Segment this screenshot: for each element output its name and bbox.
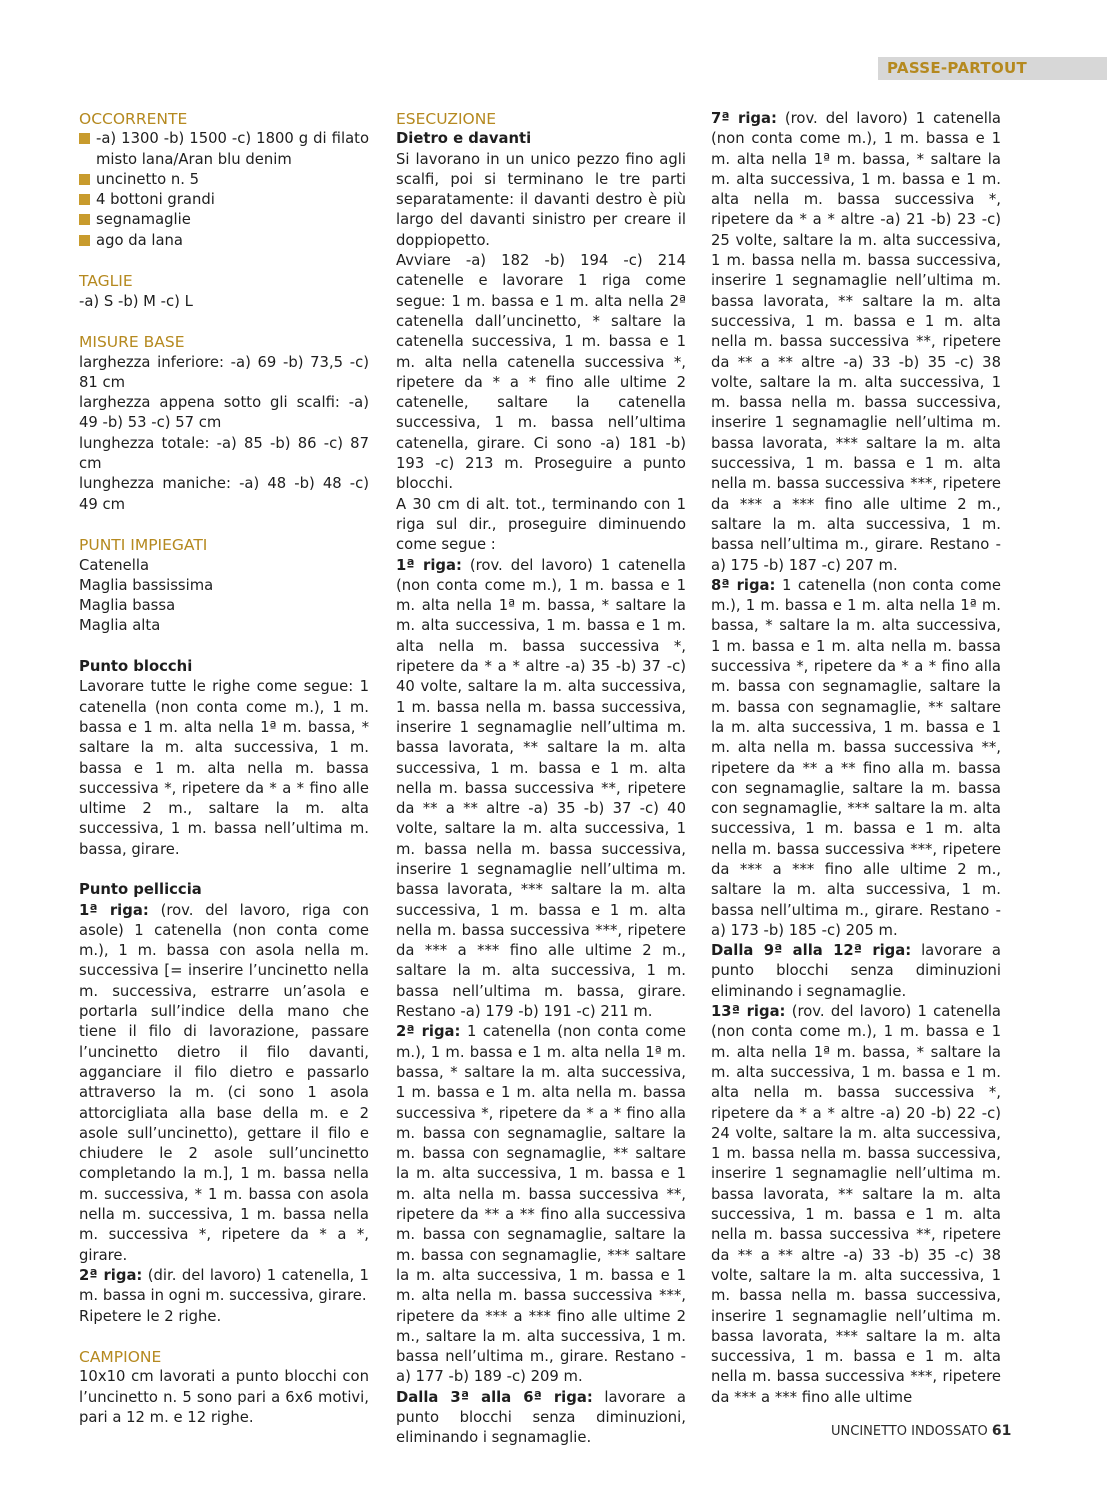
esecuzione-row-3-6: Dalla 3ª alla 6ª riga: lavorare a punto blocchi senza diminuzioni, eliminando i segnamaglie. <box>396 1388 686 1447</box>
pelliccia-row-1: 1ª riga: (rov. del lavoro, riga con asole) 1 catenella (non conta come m.), 1 m. bassa con asola nella m. successiva [= inserire l’uncinetto nella m. successiva, estrarre un’asola e portarla sull’indice della mano che tiene il filo di lavorazione, passare l’uncinetto dietro il filo davanti, agganciare il filo dietro e passarlo attraverso la m. (ci sono 1 asola attorcigliata alla base della m. e 2 asole sull’uncinetto), gettare il filo e chiudere le 2 asole sull’uncinetto completando la m.], 1 m. bassa nella m. successiva, * 1 m. bassa con asola nella m. successiva, 1 m. bassa nella m. successiva *, ripetere da * a *, girare. <box>79 901 370 1264</box>
punti-item: Maglia bassissima <box>79 576 214 594</box>
magazine-title: UNCINETTO INDOSSATO <box>831 1424 988 1439</box>
occorrente-item: 4 bottoni grandi <box>79 190 369 210</box>
campione-heading: CAMPIONE <box>79 1348 162 1367</box>
misure-item: lunghezza maniche: -a) 48 -b) 48 -c) 49 cm <box>79 475 369 513</box>
punti-item: Catenella <box>79 556 150 574</box>
square-bullet-icon <box>79 174 90 185</box>
square-bullet-icon <box>79 133 90 144</box>
esecuzione-paragraph: Avviare -a) 182 -b) 194 -c) 214 catenelle e lavorare 1 riga come segue: 1 m. bassa e 1 m. alta nella 2ª catenella dall’uncinetto, * saltare la catenella successiva, 1 m. bassa e 1 m. alta nella catenella successiva *, ripetere da * a * fino alle ultime 2 catenelle, saltare la catenella successiva, 1 m. bassa nell’ultima catenella, girare. Ci sono -a) 181 -b) 193 -c) 213 m. Proseguire a punto blocchi. <box>396 252 686 493</box>
punto-blocchi-heading: Punto blocchi <box>79 658 193 676</box>
square-bullet-icon <box>79 235 90 246</box>
esecuzione-subtitle: Dietro e davanti <box>396 130 532 148</box>
column-middle <box>396 109 686 1449</box>
occorrente-item: ago da lana <box>79 231 369 251</box>
page-number: 61 <box>991 1423 1012 1439</box>
punti-heading: PUNTI IMPIEGATI <box>79 536 208 555</box>
section-label: PASSE-PARTOUT <box>887 59 1028 77</box>
taglie-text: -a) S -b) M -c) L <box>79 292 193 310</box>
pelliccia-repeat: Ripetere le 2 righe. <box>79 1307 222 1325</box>
misure-heading: MISURE BASE <box>79 333 185 352</box>
esecuzione-paragraph: Si lavorano in un unico pezzo fino agli scalfi, poi si terminano le tre parti separatamente: il davanti destro è più largo del davanti sinistro per creare il doppiopetto. <box>396 150 686 249</box>
misure-item: larghezza appena sotto gli scalfi: -a) 49 -b) 53 -c) 57 cm <box>79 394 369 432</box>
esecuzione-row-2: 2ª riga: 1 catenella (non conta come m.), 1 m. bassa e 1 m. alta nella 1ª m. bassa, * saltare la m. alta successiva, 1 m. bassa e 1 m. alta nella m. bassa successiva *, ripetere da * a * fino alla m. bassa con segnamaglie, saltare la m. bassa con segnamaglie, ** saltare la m. alta successiva, 1 m. bassa e 1 m. alta nella m. bassa successiva **, ripetere da ** a ** fino alla successiva m. bassa con segnamaglie, saltare la m. bassa con segnamaglie, *** saltare la m. alta successiva, 1 m. bassa e 1 m. alta nella m. bassa successiva ***, ripetere da *** a *** fino alle ultime 2 m., saltare la m. alta successiva, 1 m. bassa nell’ultima m., girare. Restano -a) 177 -b) 189 -c) 209 m. <box>396 1023 686 1386</box>
punto-blocchi-text: Lavorare tutte le righe come segue: 1 catenella (non conta come m.), 1 m. bassa e 1 m. alta nella 1ª m. bassa, * saltare la m. alta successiva, 1 m. bassa e 1 m. alta nella m. bassa successiva *, ripetere da * a * fino alle ultime 2 m., saltare la m. alta successiva, 1 m. bassa nell’ultima m. bassa, girare. <box>79 678 369 858</box>
square-bullet-icon <box>79 194 90 205</box>
esecuzione-row-7: 7ª riga: (rov. del lavoro) 1 catenella (non conta come m.), 1 m. bassa e 1 m. alta nella 1ª m. bassa, * saltare la m. alta successiva, 1 m. bassa e 1 m. alta nella m. bassa successiva *, ripetere da * a * altre -a) 21 -b) 23 -c) 25 volte, saltare la m. alta successiva, 1 m. bassa nella m. bassa successiva, inserire 1 segnamaglie nell’ultima m. bassa lavorata, ** saltare la m. alta successiva, 1 m. bassa e 1 m. alta nella m. bassa successiva **, ripetere da ** a ** altre -a) 33 -b) 35 -c) 38 volte, saltare la m. alta successiva, 1 m. bassa nella m. bassa successiva, inserire 1 segnamaglie nell’ultima m. bassa lavorata, *** saltare la m. alta successiva, 1 m. bassa e 1 m. alta nella m. bassa successiva ***, ripetere da *** a *** fino alle ultime 2 m., saltare la m. alta successiva, 1 m. bassa nell’ultima m., girare. Restano -a) 175 -b) 187 -c) 207 m. <box>711 110 1001 574</box>
taglie-heading: TAGLIE <box>79 272 133 291</box>
misure-item: lunghezza totale: -a) 85 -b) 86 -c) 87 cm <box>79 434 369 473</box>
esecuzione-row-9-12: Dalla 9ª alla 12ª riga: lavorare a punto blocchi senza diminuzioni eliminando i segnamaglie. <box>711 942 1001 1000</box>
esecuzione-row-8: 8ª riga: 1 catenella (non conta come m.), 1 m. bassa e 1 m. alta nella 1ª m. bassa, * saltare la m. alta successiva, 1 m. bassa e 1 m. alta nella m. bassa successiva *, ripetere da * a * fino alla m. bassa con segnamaglie, saltare la m. bassa con segnamaglie, ** saltare la m. alta successiva, 1 m. bassa e 1 m. alta nella m. bassa successiva **, ripetere da ** a ** fino alla m. bassa con segnamaglie, saltare la m. bassa con segnamaglie, *** saltare la m. alta successiva, 1 m. bassa e 1 m. alta nella m. bassa successiva ***, ripetere da *** a *** fino alle ultime 2 m., saltare la m. alta successiva, 1 m. bassa nell’ultima m., girare. Restano -a) 173 -b) 185 -c) 205 m. <box>711 576 1001 939</box>
occorrente-item: uncinetto n. 5 <box>79 170 369 190</box>
punto-pelliccia-heading: Punto pelliccia <box>79 881 202 899</box>
square-bullet-icon <box>79 214 90 225</box>
esecuzione-heading: ESECUZIONE <box>396 110 497 128</box>
esecuzione-paragraph: A 30 cm di alt. tot., terminando con 1 riga sul dir., proseguire diminuendo come segue : <box>396 495 686 554</box>
pelliccia-row-2: 2ª riga: (dir. del lavoro) 1 catenella, 1 m. bassa in ogni m. successiva, girare. <box>79 1266 369 1305</box>
punti-item: Maglia alta <box>79 617 161 635</box>
occorrente-item: segnamaglie <box>79 210 369 230</box>
column-left <box>79 109 369 1428</box>
occorrente-item: -a) 1300 -b) 1500 -c) 1800 g di filato misto lana/Aran blu denim <box>79 129 369 170</box>
punti-item: Maglia bassa <box>79 597 176 615</box>
misure-item: larghezza inferiore: -a) 69 -b) 73,5 -c) 81 cm <box>79 353 369 391</box>
esecuzione-row-1: 1ª riga: (rov. del lavoro) 1 catenella (non conta come m.), 1 m. bassa e 1 m. alta nella 1ª m. bassa, * saltare la m. alta successiva, 1 m. bassa e 1 m. alta nella m. bassa successiva *, ripetere da * a * altre -a) 35 -b) 37 -c) 40 volte, saltare la m. alta successiva, 1 m. bassa nella m. bassa successiva, inserire 1 segnamaglie nell’ultima m. bassa lavorata, ** saltare la m. alta successiva, 1 m. bassa e 1 m. alta nella m. bassa successiva **, ripetere da ** a ** altre -a) 35 -b) 37 -c) 40 volte, saltare la m. alta successiva, 1 m. bassa nella m. bassa successiva, inserire 1 segnamaglie nell’ultima m. bassa lavorata, *** saltare la m. alta successiva, 1 m. bassa e 1 m. alta nella m. bassa successiva ***, ripetere da *** a *** fino alle ultime 2 m., saltare la m. alta successiva, 1 m. bassa nell’ultima m. bassa, girare. Restano -a) 179 -b) 191 -c) 211 m. <box>396 556 686 1021</box>
campione-text: 10x10 cm lavorati a punto blocchi con l’uncinetto n. 5 sono pari a 6x6 motivi, pari a 12 m. e 12 righe. <box>79 1368 369 1426</box>
esecuzione-row-13: 13ª riga: (rov. del lavoro) 1 catenella (non conta come m.), 1 m. bassa e 1 m. alta nella 1ª m. bassa, * saltare la m. alta successiva, 1 m. bassa e 1 m. alta nella m. bassa successiva *, ripetere da * a * altre -a) 20 -b) 22 -c) 24 volte, saltare la m. alta successiva, 1 m. bassa nella m. bassa successiva, inserire 1 segnamaglie nell’ultima m. bassa lavorata, ** saltare la m. alta successiva, 1 m. bassa e 1 m. alta nella m. bassa successiva **, ripetere da ** a ** altre -a) 33 -b) 35 -c) 38 volte, saltare la m. alta successiva, 1 m. bassa nella m. bassa successiva, inserire 1 segnamaglie nell’ultima m. bassa lavorata, *** saltare la m. alta successiva, 1 m. bassa e 1 m. alta nella m. bassa successiva ***, ripetere da *** a *** fino alle ultime <box>711 1003 1001 1406</box>
occorrente-heading: OCCORRENTE <box>79 110 188 128</box>
page-footer <box>831 1422 1011 1441</box>
column-right <box>711 109 1001 1408</box>
